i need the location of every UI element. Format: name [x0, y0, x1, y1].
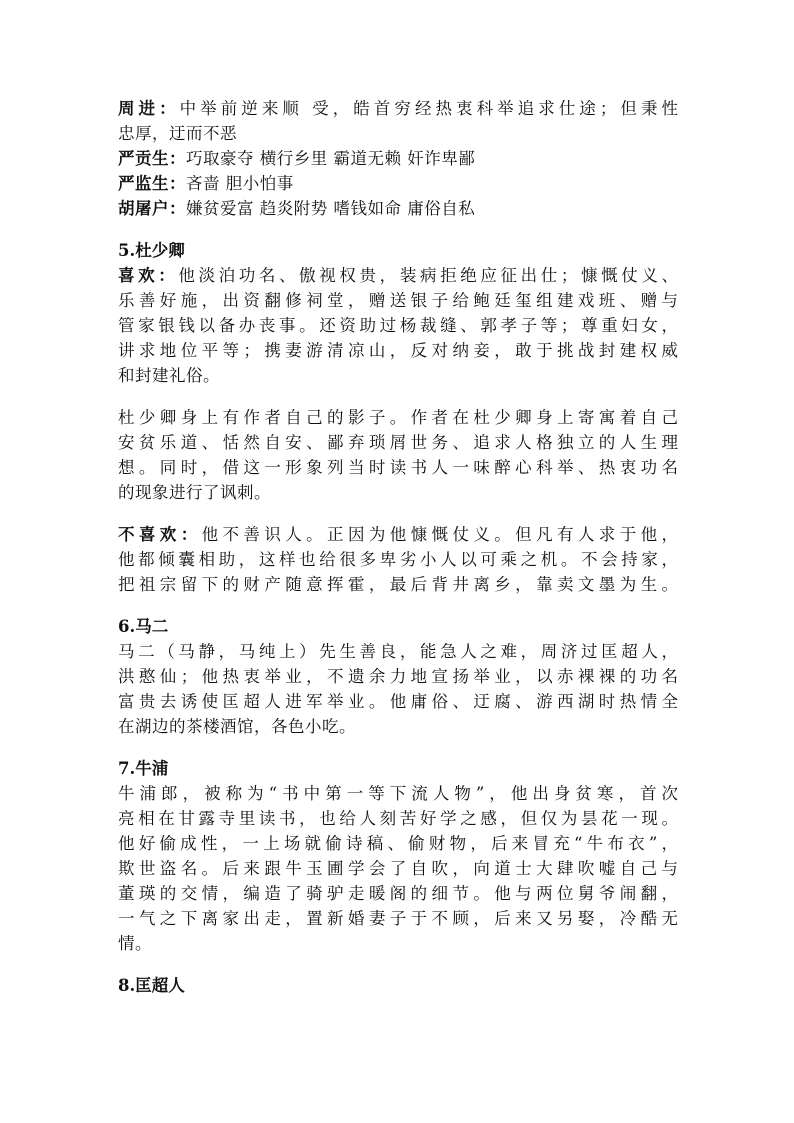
line-text: 他好偷成性，一上场就偷诗稿、偷财物，后来冒充“牛布衣”，: [118, 834, 678, 853]
line-text: 一气之下离家出走，置新婚妻子于不顾，后来又另娶，冷酷无: [118, 909, 678, 928]
document-page: [118, 96, 678, 998]
text-line: [118, 430, 678, 455]
paragraph-gap: [118, 221, 678, 238]
line-text: 马二（马静，马纯上）先生善良，能急人之难，周济过匡超人，: [118, 642, 678, 661]
section-heading: 6.马二: [118, 617, 169, 636]
line-text: 董瑛的交情，编造了骑驴走暖阁的细节。他与两位舅爷闹翻，: [118, 884, 678, 903]
text-line: [118, 572, 678, 597]
text-line: [118, 831, 678, 856]
text-line: [118, 906, 678, 931]
text-line: [118, 639, 678, 664]
section-heading: 7.牛浦: [118, 759, 169, 778]
line-text: 巧取豪夺 横行乡里 霸道无赖 奸诈卑鄙: [186, 149, 476, 168]
paragraph-gap: [118, 388, 678, 405]
text-line: [118, 931, 678, 956]
line-text: 在湖边的茶楼酒馆，各色小吃。: [118, 717, 356, 736]
text-line: [118, 455, 678, 480]
line-text: 中举前逆来顺 受，皓首穷经热衷科举追求仕途；但秉性: [179, 99, 678, 118]
line-text: 吝啬 胆小怕事: [186, 174, 294, 193]
text-line: [118, 338, 678, 363]
line-text: 忠厚，迂而不恶: [118, 124, 237, 143]
line-text: 亮相在甘露寺里读书，也给人刻苦好学之感，但仅为昙花一现。: [118, 809, 678, 828]
line-text: 杜少卿身上有作者自己的影子。作者在杜少卿身上寄寓着自己: [118, 408, 678, 427]
text-line: [118, 881, 678, 906]
line-text: 他都倾囊相助，这样也给很多卑劣小人以可乘之机。不会持家，: [118, 550, 678, 569]
paragraph-gap: [118, 739, 678, 756]
paragraph-gap: [118, 956, 678, 973]
paragraph-gap: [118, 505, 678, 522]
line-text: 把祖宗留下的财产随意挥霍，最后背井离乡，靠卖文墨为生。: [118, 575, 678, 594]
text-line: [118, 856, 678, 881]
text-line: [118, 96, 678, 121]
line-label: 周进：: [118, 99, 180, 118]
line-text: 欺世盗名。后来跟牛玉圃学会了自吹，向道士大肆吹嘘自己与: [118, 859, 678, 878]
section-heading: 8.匡超人: [118, 976, 185, 995]
line-text: 富贵去诱使匡超人进军举业。他庸俗、迂腐、游西湖时热情全: [118, 692, 678, 711]
text-line: [118, 806, 678, 831]
text-line: [118, 547, 678, 572]
line-label: 严监生：: [118, 174, 186, 193]
text-line: [118, 121, 678, 146]
text-line: [118, 313, 678, 338]
line-text: 讲求地位平等；携妻游清凉山，反对纳妾，敢于挑战封建权威: [118, 341, 678, 360]
line-text: 想。同时，借这一形象列当时读书人一味醉心科举、热衷功名: [118, 458, 678, 477]
text-line: [118, 714, 678, 739]
line-text: 安贫乐道、恬然自安、鄙弃琐屑世务、追求人格独立的人生理: [118, 433, 678, 452]
line-text: 他淡泊功名、傲视权贵，装病拒绝应征出仕；慷慨仗义、: [178, 266, 678, 285]
line-text: 嫌贫爱富 趋炎附势 嗜钱如命 庸俗自私: [186, 199, 476, 218]
text-line: [118, 480, 678, 505]
text-line: [118, 288, 678, 313]
line-text: 他不善识人。正因为他慷慨仗义。但凡有人求于他，: [201, 525, 678, 544]
line-label: 严贡生：: [118, 149, 186, 168]
text-line: [118, 781, 678, 806]
line-text: 洪憨仙；他热衷举业，不遗余力地宣扬举业，以赤裸裸的功名: [118, 667, 678, 686]
text-line: [118, 263, 678, 288]
section-heading: 5.杜少卿: [118, 241, 185, 260]
text-line: [118, 664, 678, 689]
text-line: [118, 522, 678, 547]
line-text: 乐善好施，出资翻修祠堂，赠送银子给鲍廷玺组建戏班、赠与: [118, 291, 678, 310]
text-line: [118, 171, 678, 196]
text-line: [118, 146, 678, 171]
line-label: 喜欢：: [118, 266, 179, 285]
text-line: [118, 363, 678, 388]
text-line: [118, 196, 678, 221]
paragraph-gap: [118, 597, 678, 614]
text-line: [118, 689, 678, 714]
line-text: 牛浦郎，被称为“书中第一等下流人物”，他出身贫寒，首次: [118, 784, 678, 803]
line-text: 管家银钱以备办丧事。还资助过杨裁缝、郭孝子等；尊重妇女，: [118, 316, 678, 335]
line-text: 情。: [118, 934, 152, 953]
line-text: 的现象进行了讽刺。: [118, 483, 271, 502]
text-line: [118, 405, 678, 430]
line-label: 不喜欢：: [118, 525, 202, 544]
line-text: 和封建礼俗。: [118, 366, 220, 385]
line-label: 胡屠户：: [118, 199, 186, 218]
